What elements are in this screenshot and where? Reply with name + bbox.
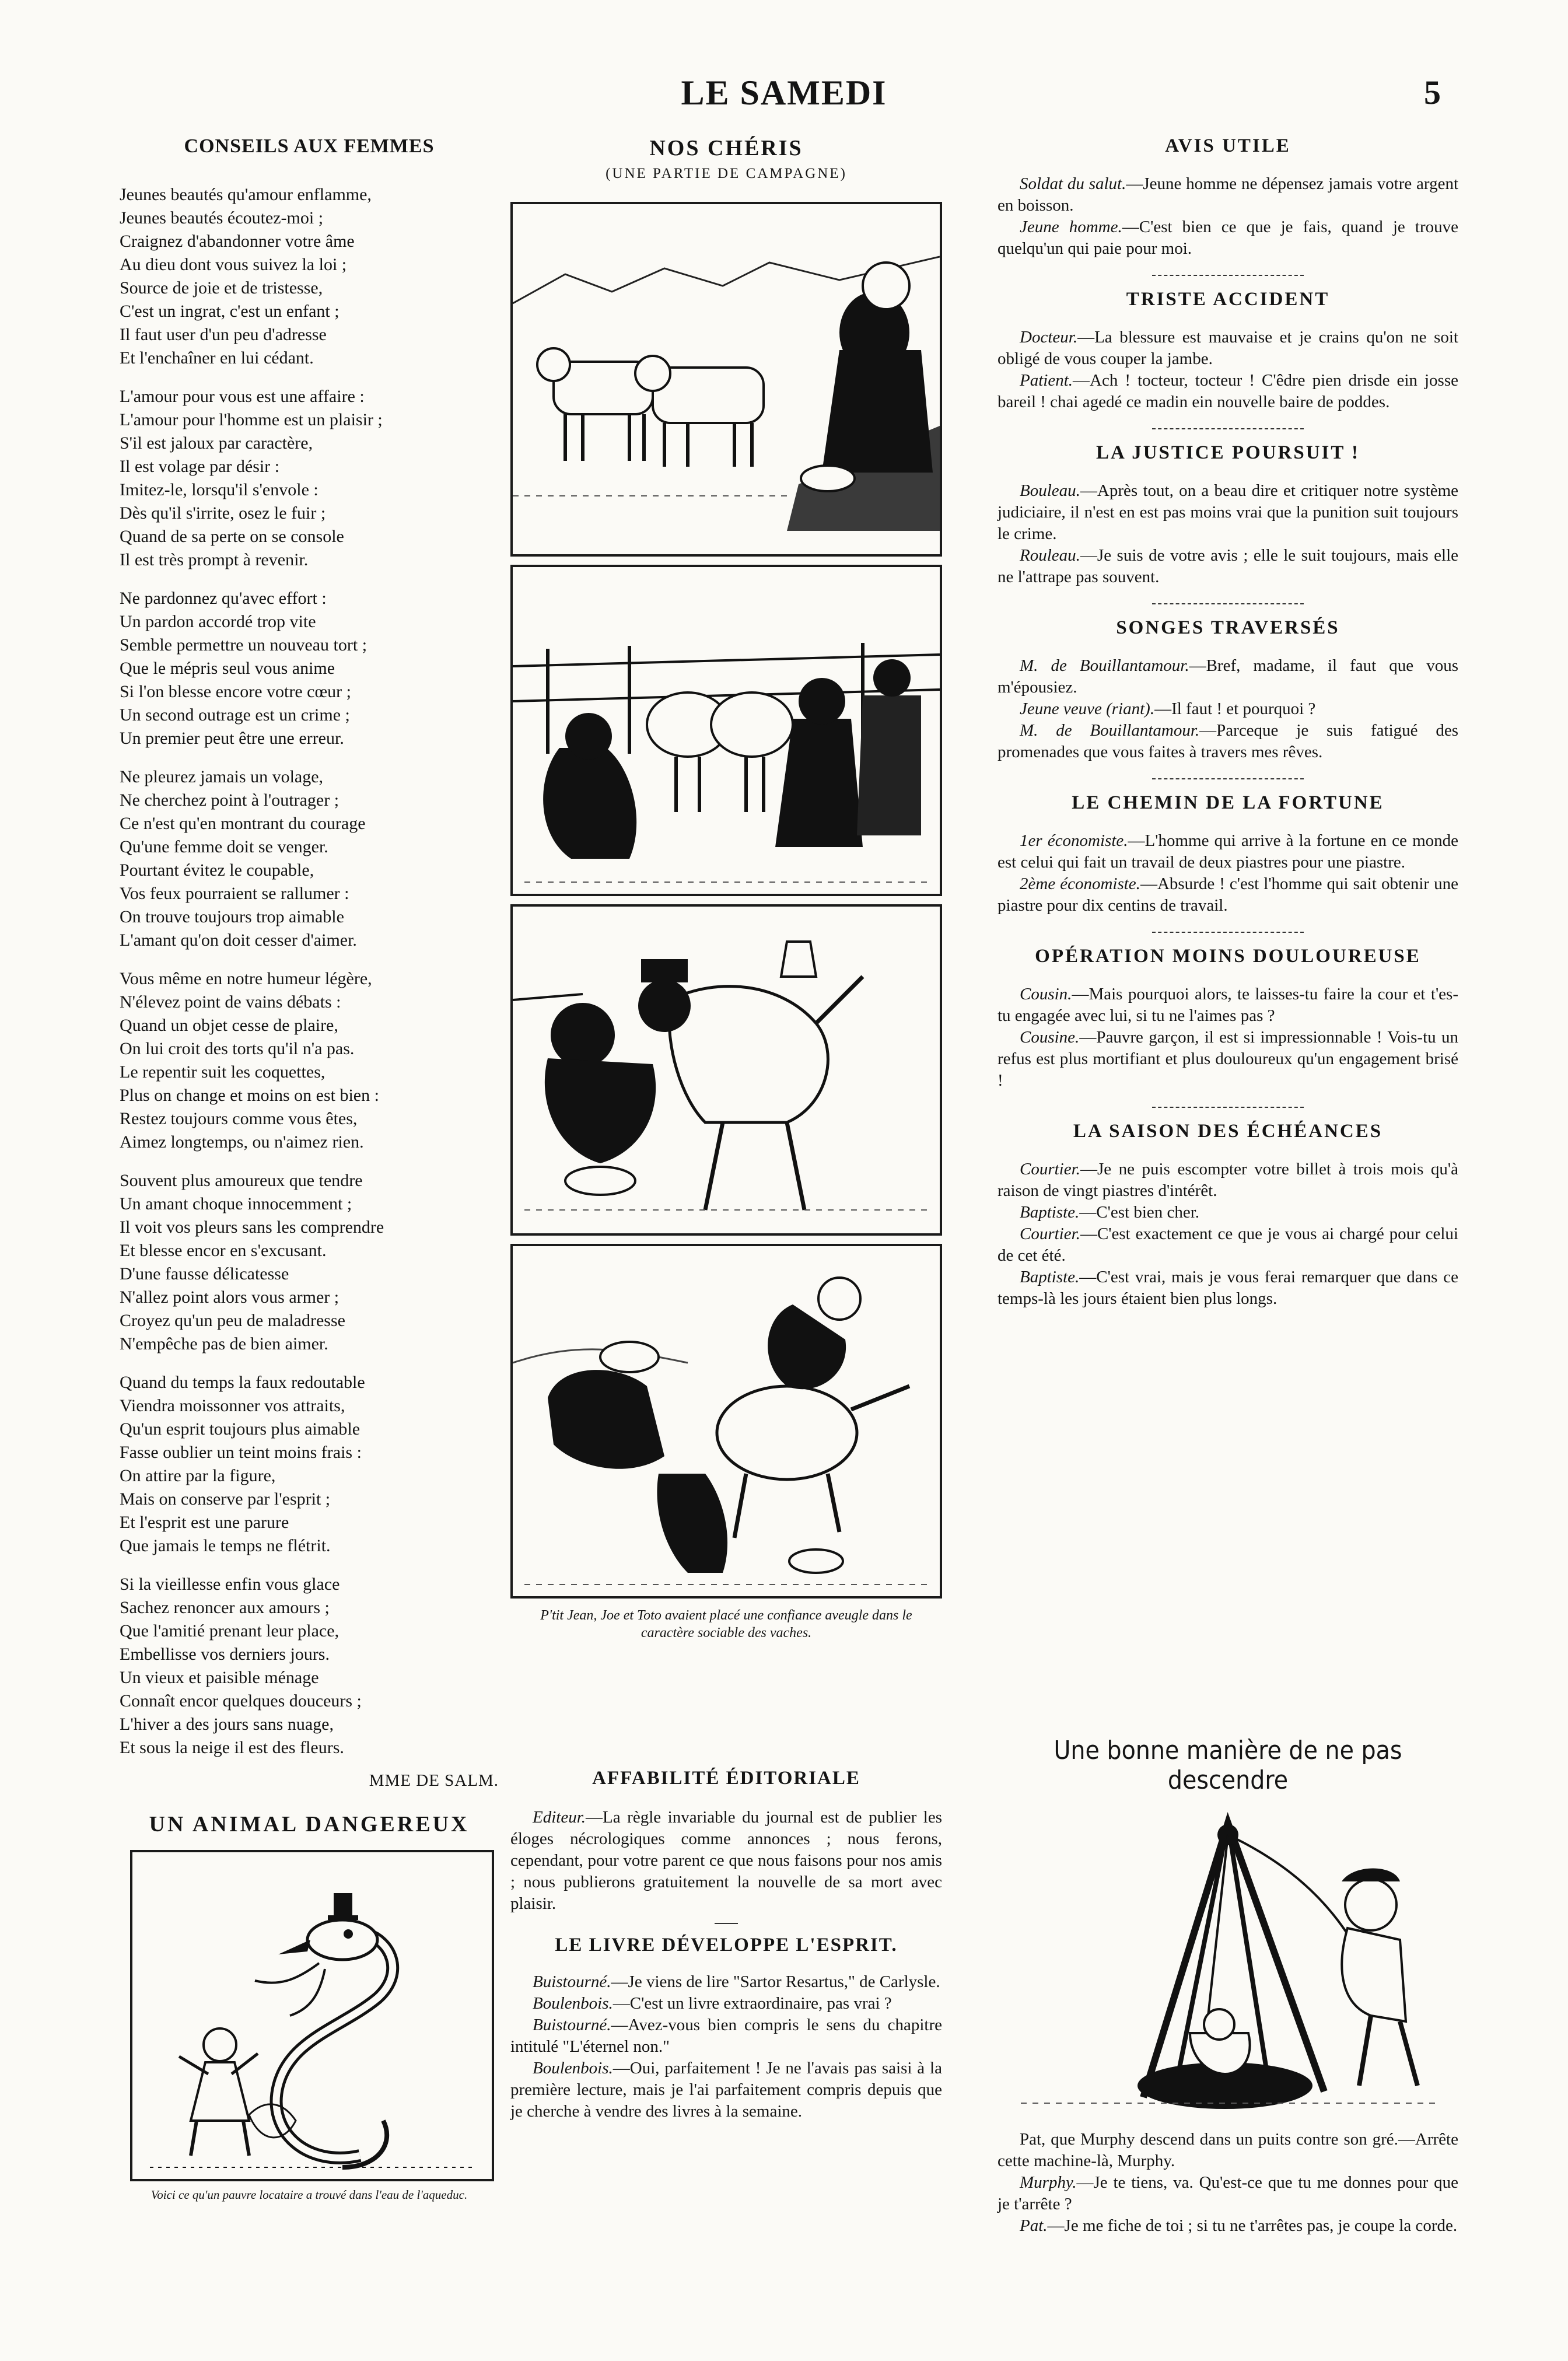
poem-line: Quand du temps la faux redoutable [120,1373,365,1392]
dialogue-text: —Bref, madame, il faut que vous m'épousiez. [998,656,1458,697]
speaker-name: 1er économiste. [1020,831,1128,850]
section-divider [1152,275,1304,276]
dialogue-paragraph [998,984,1458,1027]
dialogue-paragraph [510,1807,942,1915]
dialogue-paragraph [998,720,1458,763]
poem-stanza [120,765,499,952]
poem-line: Semble permettre un nouveau tort ; [120,635,368,655]
speaker-name: Courtier. [1020,1225,1080,1243]
dialogue-paragraph [998,2172,1458,2215]
animal-title: UN ANIMAL DANGEREUX [149,1812,470,1837]
cartoon-panel-4 [510,1244,942,1599]
poem-line: D'une fausse délicatesse [120,1264,289,1283]
poem-body [120,183,499,1760]
poem-line: Croyez qu'un peu de maladresse [120,1311,345,1330]
poem-line: Imitez-le, lorsqu'il s'envole : [120,480,318,499]
poem-line: Qu'une femme doit se venger. [120,837,328,856]
speaker-name: Pat. [1020,2216,1048,2235]
speaker-name: 2ème économiste. [1020,875,1140,893]
affabilite-section [510,1768,942,2122]
well-illustration [998,1811,1458,2115]
cartoon-strip [510,202,942,1599]
poem-line: Aimez longtemps, ou n'aimez rien. [120,1132,364,1152]
animal-section [120,1811,499,2203]
speaker-name: Rouleau. [1020,546,1080,565]
section-body [998,655,1458,763]
speaker-name: Buistourné. [533,1972,611,1991]
dialogue-text: —Je viens de lire "Sartor Resartus," de Carlysle. [611,1972,940,1991]
poem-line: Souvent plus amoureux que tendre [120,1171,363,1190]
poem-line: Fasse oublier un teint moins frais : [120,1443,362,1462]
section-title: SONGES TRAVERSÉS [1116,617,1340,638]
poem-title: CONSEILS AUX FEMMES [184,135,435,157]
dialogue-paragraph [998,873,1458,917]
dialogue-text: —C'est exactement ce que je vous ai chargé pour celui de cet été. [998,1225,1458,1265]
page-number: 5 [1424,74,1441,111]
poem-line: Restez toujours comme vous êtes, [120,1109,358,1128]
livre-body [510,1971,942,2122]
poem-line: N'élevez point de vains débats : [120,992,341,1012]
poem-line: Sachez renoncer aux amours ; [120,1598,330,1617]
dialogue-paragraph [998,1202,1458,1223]
section-divider [715,1923,738,1924]
speaker-name: Bouleau. [1020,481,1080,500]
poem-line: Ne pardonnez qu'avec effort : [120,589,327,608]
dialogue-paragraph [998,2129,1458,2172]
poem-line: Jeunes beautés écoutez-moi ; [120,208,324,228]
dialogue-paragraph [998,480,1458,545]
well-body [998,2129,1458,2237]
speaker-name: Buistourné. [533,2016,611,2034]
dialogue-paragraph [998,655,1458,698]
poem-line: Ce n'est qu'en montrant du courage [120,814,366,833]
speaker-name: Jeune veuve (riant). [1020,699,1155,718]
dialogue-text: Pat, que Murphy descend dans un puits contre son gré.—Arrête cette machine-là, Murphy. [998,2130,1458,2170]
dialogue-paragraph [998,830,1458,873]
poem-line: Craignez d'abandonner votre âme [120,232,355,251]
poem-line: L'amour pour vous est une affaire : [120,387,365,406]
poem-line: Qu'un esprit toujours plus aimable [120,1419,360,1439]
poem-stanza [120,1169,499,1356]
poem-line: Que le mépris seul vous anime [120,659,335,678]
speaker-name: Baptiste. [1020,1203,1080,1222]
poem-line: Un pardon accordé trop vite [120,612,316,631]
poem-line: N'empêche pas de bien aimer. [120,1334,328,1353]
section-divider [1152,603,1304,604]
poem-line: On trouve toujours trop aimable [120,907,344,926]
section-body [998,1159,1458,1310]
poem-line: L'hiver a des jours sans nuage, [120,1715,334,1734]
dialogue-text: —Je te tiens, va. Qu'est-ce que tu me donnes pour que je t'arrête ? [998,2173,1458,2213]
speaker-name: Docteur. [1020,328,1078,347]
poem-column [120,135,499,1790]
section-body [998,480,1458,588]
poem-stanza [120,1371,499,1558]
dialogue-text: —Je me fiche de toi ; si tu ne t'arrêtes pas, je coupe la corde. [1047,2216,1458,2235]
dialogue-paragraph [510,1993,942,2014]
poem-line: Le repentir suit les coquettes, [120,1062,326,1082]
affabilite-title: AFFABILITÉ ÉDITORIALE [592,1768,860,1789]
poem-line: Quand un objet cesse de plaire, [120,1016,338,1035]
poem-stanza [120,385,499,572]
dialogue-text: —C'est vrai, mais je vous ferai remarquer que dans ce temps-là les jours étaient bien plus longs. [998,1268,1458,1308]
poem-line: On lui croit des torts qu'il n'a pas. [120,1039,355,1058]
poem-line: Et sous la neige il est des fleurs. [120,1738,344,1757]
well-section [998,1736,1458,2237]
section-body [998,327,1458,413]
speaker-name: Jeune homme. [1020,218,1122,236]
dialogue-text: —Oui, parfaitement ! Je ne l'avais pas saisi à la première lecture, mais je l'ai parfaitement compris depuis que je cherche à vendre des livres à la semaine. [510,2059,942,2121]
dialogue-text: —Avez-vous bien compris le sens du chapitre intitulé "L'éternel non." [510,2016,942,2056]
section-body [998,173,1458,260]
dialogue-text: —C'est bien cher. [1079,1203,1200,1222]
cartoon-title: NOS CHÉRIS [649,136,803,160]
dialogue-paragraph [998,173,1458,216]
cartoon-section [510,135,942,1642]
poem-line: Embellisse vos derniers jours. [120,1645,330,1664]
speaker-name: Cousin. [1020,985,1072,1003]
poem-line: Si l'on blesse encore votre cœur ; [120,682,351,701]
poem-line: Et l'esprit est une parure [120,1513,289,1532]
poem-line: L'amant qu'on doit cesser d'aimer. [120,931,357,950]
dialogue-text: —La règle invariable du journal est de publier les éloges nécrologiques comme annonces ; nous ferons, cependant, pour votre parent ce que nous faisons pour nos amis ; nous publierons gratuitement la nouvelle de sa mort avec plaisir. [510,1808,942,1913]
animal-caption: Voici ce qu'un pauvre locataire a trouvé dans l'eau de l'aqueduc. [150,2188,468,2202]
well-title: Une bonne manière de ne pas descendre [1054,1736,1402,1795]
poem-line: Que l'amitié prenant leur place, [120,1621,340,1641]
speaker-name: M. de Bouillantamour. [1020,721,1200,740]
dialogue-paragraph [998,545,1458,588]
animal-illustration [130,1850,494,2181]
jokes-column [998,135,1458,1310]
poem-line: Il est très prompt à revenir. [120,550,309,569]
dialogue-text: —La blessure est mauvaise et je crains qu'on ne soit obligé de vous couper la jambe. [998,328,1458,368]
poem-line: Vous même en notre humeur légère, [120,969,372,988]
dialogue-paragraph [998,216,1458,260]
section-body [998,984,1458,1092]
affabilite-body [510,1807,942,1915]
speaker-name: Soldat du salut. [1020,174,1126,193]
poem-stanza [120,587,499,750]
dialogue-paragraph [998,1159,1458,1202]
section-body [998,830,1458,917]
dialogue-paragraph [510,2014,942,2058]
poem-line: Ne pleurez jamais un volage, [120,767,324,786]
poem-line: Viendra moissonner vos attraits, [120,1396,345,1415]
dialogue-text: —C'est bien ce que je fais, quand je trouve quelqu'un qui paie pour moi. [998,218,1458,258]
serpent-landlord-drawing [132,1852,494,2179]
dialogue-paragraph [510,2058,942,2122]
cartoon-panel-2 [510,565,942,896]
cartoon-panel-1 [510,202,942,557]
poem-line: Il est volage par désir : [120,457,280,476]
speaker-name: Patient. [1020,371,1073,390]
livre-title: LE LIVRE DÉVELOPPE L'ESPRIT. [555,1935,898,1956]
dialogue-text: —Parceque je suis fatigué des promenades que vous faites à travers mes rêves. [998,721,1458,761]
dialogue-paragraph [998,1267,1458,1310]
poem-line: N'allez point alors vous armer ; [120,1288,340,1307]
dialogue-text: —Je ne puis escompter votre billet à trois mois qu'à raison de vingt piastres d'intérêt. [998,1160,1458,1200]
dialogue-paragraph [998,1027,1458,1092]
poem-line: Un premier peut être une erreur. [120,729,344,748]
jokes-sections [998,135,1458,1310]
section-title: LA JUSTICE POURSUIT ! [1096,442,1360,463]
dialogue-text: —Pauvre garçon, il est si impressionnable ! Vois-tu un refus est plus mortifiant et plus douloureux qu'un engagement brisé ! [998,1028,1458,1090]
speaker-name: Baptiste. [1020,1268,1080,1286]
poem-line: Un amant choque innocemment ; [120,1194,352,1213]
poem-line: Un second outrage est un crime ; [120,705,350,725]
speaker-name: Editeur. [533,1808,586,1827]
poem-line: Jeunes beautés qu'amour enflamme, [120,185,372,204]
speaker-name: Cousine. [1020,1028,1080,1047]
dialogue-text: —Jeune homme ne dépensez jamais votre argent en boisson. [998,174,1458,215]
dialogue-paragraph [998,2215,1458,2237]
dialogue-text: —Il faut ! et pourquoi ? [1154,699,1316,718]
section-title: TRISTE ACCIDENT [1126,289,1330,310]
poem-line: Connaît encor quelques douceurs ; [120,1691,362,1711]
poem-line: Quand de sa perte on se console [120,527,344,546]
poem-line: On attire par la figure, [120,1466,276,1485]
poem-line: Au dieu dont vous suivez la loi ; [120,255,347,274]
newspaper-title: LE SAMEDI [681,74,887,112]
dialogue-text: —Absurde ! c'est l'homme qui sait obtenir une piastre pour dix centins de travail. [998,875,1458,915]
dialogue-text: —Mais pourquoi alors, te laisses-tu faire la cour et t'es-tu engagée avec lui, si tu ne l'aimes pas ? [998,985,1458,1025]
poem-line: Ne cherchez point à l'outrager ; [120,791,340,810]
poem-line: S'il est jaloux par caractère, [120,433,313,453]
speaker-name: Courtier. [1020,1160,1080,1178]
poem-stanza [120,967,499,1154]
dialogue-paragraph [998,327,1458,370]
dialogue-text: —Je suis de votre avis ; elle le suit toujours, mais elle ne l'attrape pas souvent. [998,546,1458,586]
poem-line: L'amour pour l'homme est un plaisir ; [120,410,383,429]
poem-line: Et blesse encor en s'excusant. [120,1241,327,1260]
poem-line: Pourtant évitez le coupable, [120,861,314,880]
poem-line: Que jamais le temps ne flétrit. [120,1536,331,1555]
dialogue-paragraph [998,698,1458,720]
speaker-name: Boulenbois. [533,2059,613,2077]
cartoon-caption: P'tit Jean, Joe et Toto avaient placé une confiance aveugle dans le caractère sociable des vaches. [540,1608,912,1641]
poem-line: Vos feux pourraient se rallumer : [120,884,349,903]
poem-signature: MME DE SALM. [369,1771,499,1790]
cartoon-subtitle: (UNE PARTIE DE CAMPAGNE) [606,166,847,181]
dialogue-text: —Ach ! tocteur, tocteur ! C'êdre pien drisde ein josse bareil ! chai agedé ce madin ein nouvelle baire de poddes. [998,371,1458,411]
poem-line: Source de joie et de tristesse, [120,278,323,298]
section-title: AVIS UTILE [1165,135,1291,156]
poem-line: Et l'enchaîner en lui cédant. [120,348,314,368]
dialogue-text: —Après tout, on a beau dire et critiquer notre système judiciaire, il n'est en est pas moins vrai que la punition suit toujours le crime. [998,481,1458,543]
poem-line: Il faut user d'un peu d'adresse [120,325,327,344]
poem-stanza [120,183,499,370]
dialogue-paragraph [510,1971,942,1993]
poem-line: Plus on change et moins on est bien : [120,1086,379,1105]
section-divider [1152,932,1304,933]
poem-line: Si la vieillesse enfin vous glace [120,1575,340,1594]
speaker-name: Boulenbois. [533,1994,613,2013]
dialogue-text: —L'homme qui arrive à la fortune en ce monde est celui qui fait un travail de deux piastres pour une piastre. [998,831,1458,872]
speaker-name: Murphy. [1020,2173,1077,2192]
dialogue-text: —C'est un livre extraordinaire, pas vrai ? [612,1994,892,2013]
poem-line: Un vieux et paisible ménage [120,1668,319,1687]
poem-line: Dès qu'il s'irrite, osez le fuir ; [120,503,326,523]
cartoon-panel-3 [510,904,942,1236]
poem-line: Mais on conserve par l'esprit ; [120,1489,331,1509]
speaker-name: M. de Bouillantamour. [1020,656,1189,675]
dialogue-paragraph [998,1223,1458,1267]
section-title: LA SAISON DES ÉCHÉANCES [1073,1121,1383,1142]
section-divider [1152,1107,1304,1108]
section-divider [1152,778,1304,779]
poem-stanza [120,1573,499,1760]
section-divider [1152,428,1304,429]
section-title: LE CHEMIN DE LA FORTUNE [1072,792,1384,813]
poem-line: C'est un ingrat, c'est un enfant ; [120,302,340,321]
poem-line: Il voit vos pleurs sans les comprendre [120,1218,384,1237]
section-title: OPÉRATION MOINS DOULOUREUSE [1035,946,1421,967]
dialogue-paragraph [998,370,1458,413]
